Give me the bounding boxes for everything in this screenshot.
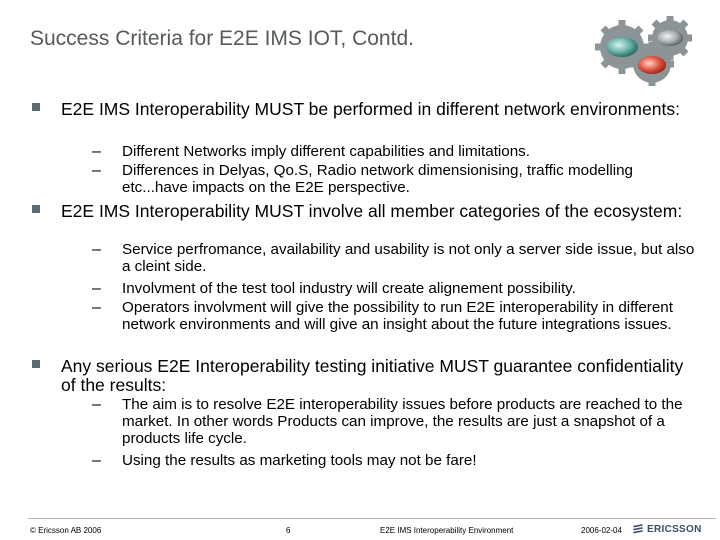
footer-document-name: E2E IMS Interoperability Environment [380,526,514,535]
sub-bullet-text: Different Networks imply different capabilities and limitations. [122,143,530,160]
sub-bullet-item [92,162,702,196]
dash-bullet-icon: – [92,452,101,469]
bullet-item [32,100,702,119]
dash-bullet-icon: – [92,299,101,316]
dash-bullet-icon: – [92,280,101,297]
sub-bullet-item [92,452,702,469]
ericsson-logo-icon [632,524,644,534]
ericsson-brand: ERICSSON [647,524,702,535]
square-bullet-icon [32,103,40,111]
gears-logo-icon [592,14,694,86]
sub-bullet-text: The aim is to resolve E2E interoperability issues before products are reached to the market. In other words Products can improve, the results are just a snapshot of a products life cycle. [122,396,683,447]
sub-bullet-text: Service perfromance, availability and usability is not only a server side issue, but also a cleint side. [122,241,695,275]
dash-bullet-icon: – [92,396,101,413]
bullet-item [32,357,702,395]
square-bullet-icon [32,360,40,368]
bullet-text: E2E IMS Interoperability MUST be performed in different network environments: [61,99,680,119]
sub-bullet-item [92,280,702,297]
bullet-text: Any serious E2E Interoperability testing initiative MUST guarantee confidentiality of the results: [61,356,684,395]
sub-bullet-item [92,396,702,447]
footer-divider [28,518,716,519]
sub-bullet-text: Involvment of the test tool industry will create alignement possibility. [122,280,576,297]
sub-bullet-item [92,143,702,160]
dash-bullet-icon: – [92,143,101,160]
bullet-text: E2E IMS Interoperability MUST involve all member categories of the ecosystem: [61,201,683,221]
sub-bullet-item [92,241,702,275]
dash-bullet-icon: – [92,162,101,179]
sub-bullet-text: Using the results as marketing tools may not be fare! [122,452,477,469]
bullet-item [32,202,702,221]
footer-page-number: 6 [286,526,291,535]
sub-bullet-text: Differences in Delyas, Qo.S, Radio network dimensionising, traffic modelling etc...have impacts on the E2E perspective. [122,162,633,196]
footer-date: 2006-02-04 [581,526,622,535]
slide-title: Success Criteria for E2E IMS IOT, Contd. [30,27,414,50]
footer-copyright: © Ericsson AB 2006 [30,526,102,535]
dash-bullet-icon: – [92,241,101,258]
sub-bullet-item [92,299,702,333]
slide-footer [0,512,720,540]
sub-bullet-text: Operators involvment will give the possibility to run E2E interoperability in different network environments and will give an insight about the future integrations issues. [122,299,673,333]
square-bullet-icon [32,205,40,213]
